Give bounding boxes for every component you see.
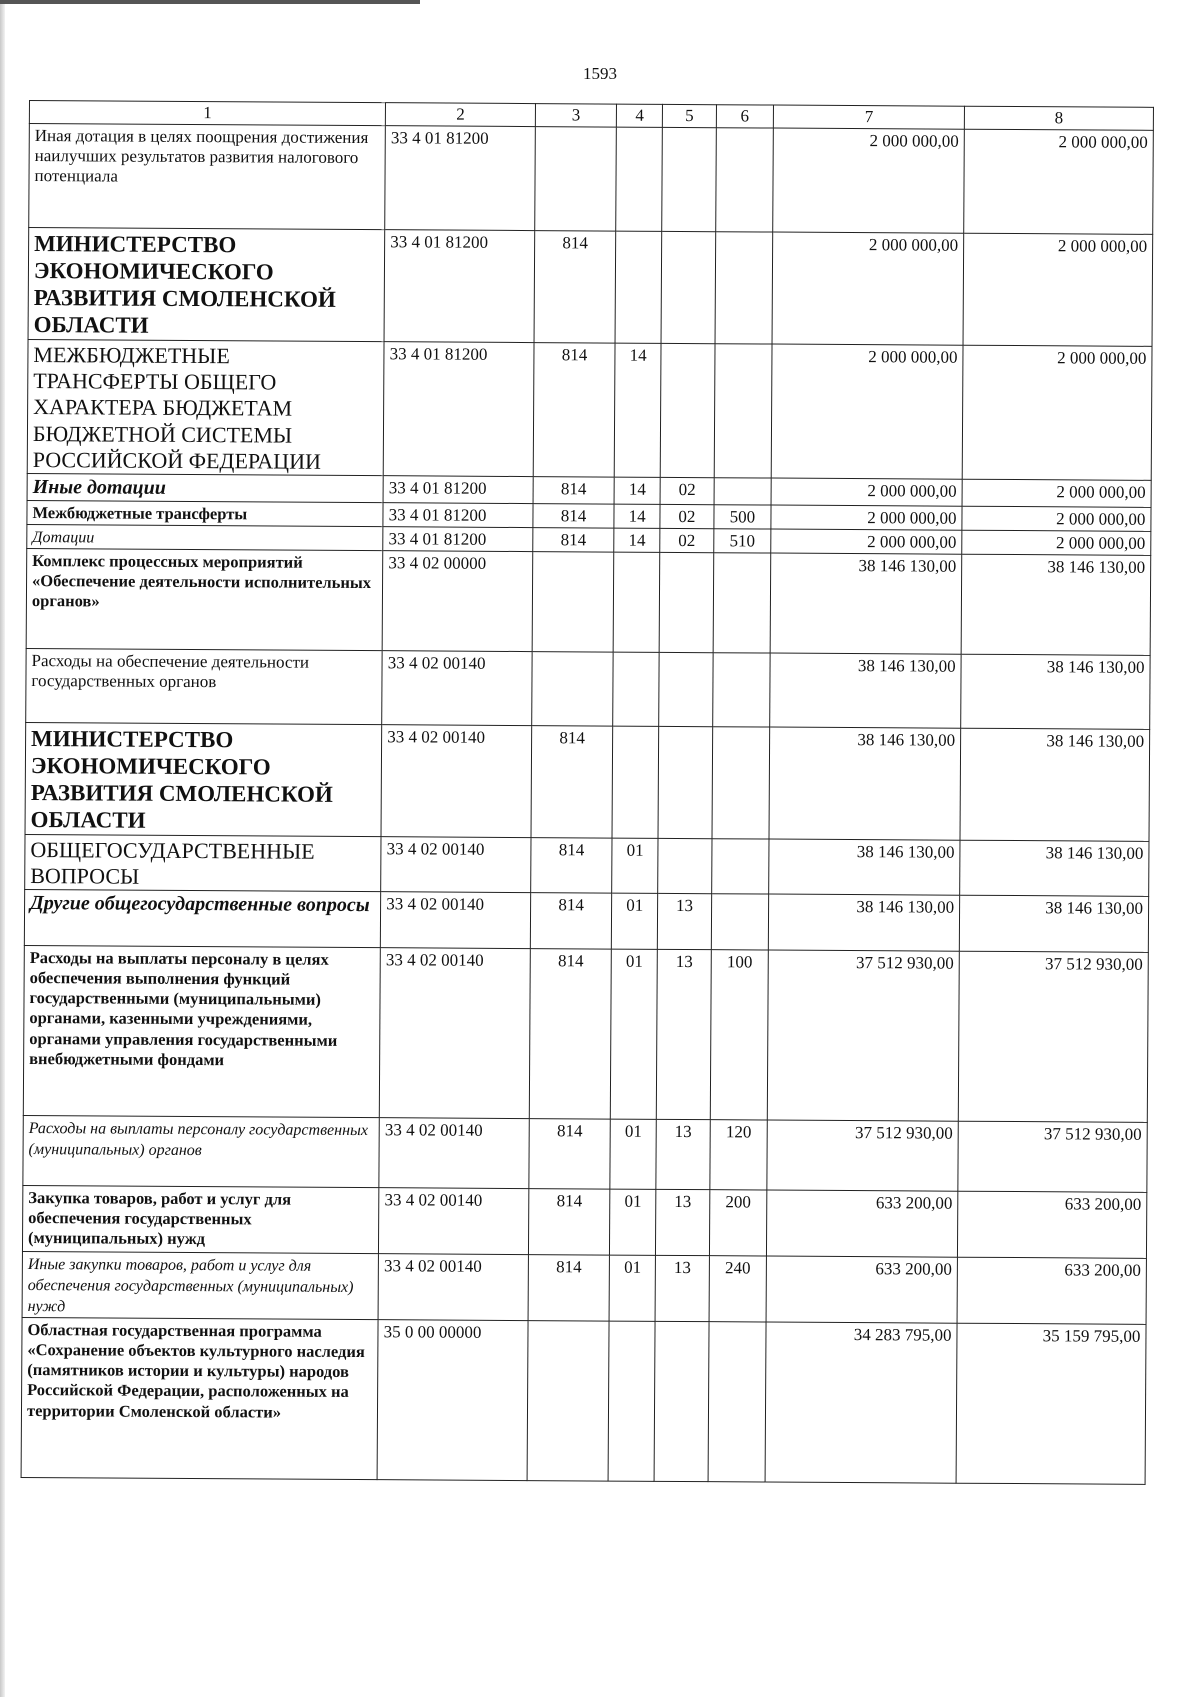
target-article-code: 33 4 01 81200 xyxy=(383,527,533,552)
ministry-code: 814 xyxy=(533,504,614,528)
amount-year-1: 37 512 930,00 xyxy=(767,950,959,1121)
section-code: 14 xyxy=(614,528,660,552)
subsection-code xyxy=(662,127,716,231)
amount-year-2: 37 512 930,00 xyxy=(958,1122,1147,1193)
expense-type-code xyxy=(711,894,769,950)
target-article-code: 33 4 02 00140 xyxy=(379,1188,529,1255)
amount-year-1: 38 146 130,00 xyxy=(768,894,959,951)
budget-table xyxy=(21,100,1154,1485)
column-header: 6 xyxy=(716,105,774,128)
column-header: 8 xyxy=(964,106,1153,130)
row-name xyxy=(27,474,383,503)
ministry-code xyxy=(527,1321,609,1481)
amount-year-1: 38 146 130,00 xyxy=(770,653,961,728)
row-name xyxy=(29,124,386,230)
subsection-code xyxy=(659,552,713,652)
column-header: 2 xyxy=(386,103,536,127)
target-article-code: 35 0 00 00000 xyxy=(377,1320,528,1481)
row-name xyxy=(25,723,382,837)
target-article-code: 33 4 02 00000 xyxy=(382,551,532,652)
subsection-code xyxy=(659,652,713,726)
row-name-text: Комплекс процессных мероприятий «Обеспечение деятельности исполнительных органов» xyxy=(31,551,372,611)
expense-type-code xyxy=(715,128,773,232)
subsection-code: 02 xyxy=(660,504,714,528)
column-header: 1 xyxy=(29,101,385,126)
row-name xyxy=(27,501,383,527)
row-name-text: Закупка товаров, работ и услуг для обеспечения государственных (муниципальных) нужд xyxy=(27,1188,292,1249)
expense-type-code: 500 xyxy=(714,505,772,529)
column-header: 4 xyxy=(616,104,662,127)
page-number: 1593 xyxy=(583,64,617,83)
section-code xyxy=(615,231,662,343)
target-article-code: 33 4 02 00140 xyxy=(379,948,530,1119)
row-name-text: МИНИСТЕРСТВО ЭКОНОМИЧЕСКОГО РАЗВИТИЯ СМОЛЕНСКОЙ ОБЛАСТИ xyxy=(33,231,336,339)
row-name xyxy=(26,549,383,651)
section-code: 01 xyxy=(611,893,658,949)
row-name-text: Расходы на выплаты персоналу государственных (муниципальных) органов xyxy=(28,1120,369,1160)
target-article-code: 33 4 02 00140 xyxy=(381,892,531,949)
row-name-text: Межбюджетные трансферты xyxy=(32,503,248,524)
subsection-code: 13 xyxy=(657,950,711,1120)
expense-type-code xyxy=(708,1322,766,1482)
row-name xyxy=(27,525,383,551)
amount-year-1: 2 000 000,00 xyxy=(771,478,962,506)
subsection-code: 13 xyxy=(658,894,712,950)
target-article-code: 33 4 02 00140 xyxy=(381,836,531,893)
amount-year-2: 2 000 000,00 xyxy=(962,530,1151,555)
column-header: 7 xyxy=(773,105,964,129)
target-article-code: 33 4 01 81200 xyxy=(383,476,533,504)
column-header: 5 xyxy=(663,104,717,127)
table-row xyxy=(23,1116,1147,1193)
amount-year-2: 38 146 130,00 xyxy=(959,896,1148,953)
amount-year-1: 2 000 000,00 xyxy=(773,128,965,233)
target-article-code: 33 4 01 81200 xyxy=(385,126,535,231)
table-row xyxy=(24,890,1148,953)
scan-left-edge xyxy=(0,0,5,1697)
amount-year-1: 2 000 000,00 xyxy=(771,529,962,554)
subsection-code xyxy=(654,1322,708,1482)
expense-type-code: 100 xyxy=(710,950,769,1120)
subsection-code: 13 xyxy=(656,1120,710,1190)
row-name-text: Расходы на выплаты персоналу в целях обеспечения выполнения функций государственными (муниципальными) органами, казенными учреждениями, органами управления государственными внебюджетными фондами xyxy=(29,948,338,1069)
expense-type-code: 510 xyxy=(713,529,771,553)
table-row xyxy=(26,649,1150,730)
row-name xyxy=(24,890,381,948)
subsection-code: 13 xyxy=(656,1190,710,1256)
amount-year-2: 2 000 000,00 xyxy=(962,506,1151,531)
target-article-code: 33 4 02 00140 xyxy=(378,1254,528,1321)
target-article-code: 33 4 01 81200 xyxy=(383,341,534,477)
amount-year-1: 37 512 930,00 xyxy=(767,1120,958,1191)
subsection-code: 02 xyxy=(660,478,714,505)
target-article-code: 33 4 02 00140 xyxy=(379,1118,529,1189)
table-row xyxy=(21,1318,1146,1485)
section-code: 14 xyxy=(614,343,661,478)
expense-type-code xyxy=(711,838,769,894)
ministry-code xyxy=(532,552,614,652)
subsection-code xyxy=(658,838,712,894)
section-code: 01 xyxy=(612,838,659,894)
row-name-text: ОБЩЕГОСУДАРСТВЕННЫЕ ВОПРОСЫ xyxy=(30,836,315,889)
section-code: 14 xyxy=(614,504,660,528)
section-code xyxy=(613,652,660,726)
expense-type-code: 240 xyxy=(709,1256,767,1322)
row-name xyxy=(25,834,382,892)
table-row xyxy=(25,834,1149,897)
expense-type-code: 200 xyxy=(709,1190,767,1256)
section-code xyxy=(612,726,659,838)
row-name xyxy=(26,649,383,725)
amount-year-1: 633 200,00 xyxy=(767,1190,958,1257)
row-name xyxy=(21,1318,378,1480)
expense-type-code xyxy=(712,727,770,839)
expense-type-code xyxy=(714,478,772,505)
ministry-code: 814 xyxy=(533,342,615,477)
expense-type-code xyxy=(714,343,772,478)
subsection-code: 13 xyxy=(655,1256,709,1322)
row-name-text: Иные закупки товаров, работ и услуг для обеспечения государственных (муниципальных) нужд xyxy=(27,1256,354,1316)
expense-type-code xyxy=(713,553,771,653)
table-row xyxy=(22,1252,1146,1325)
section-code: 14 xyxy=(614,478,660,505)
amount-year-1: 633 200,00 xyxy=(766,1256,957,1323)
row-name xyxy=(27,339,384,476)
amount-year-2: 633 200,00 xyxy=(957,1258,1146,1325)
ministry-code: 814 xyxy=(529,1189,610,1255)
ministry-code: 814 xyxy=(533,477,614,504)
target-article-code: 33 4 02 00140 xyxy=(382,651,532,726)
row-name-text: Дотации xyxy=(32,529,95,547)
amount-year-1: 2 000 000,00 xyxy=(771,344,963,480)
amount-year-1: 38 146 130,00 xyxy=(769,727,961,840)
amount-year-1: 2 000 000,00 xyxy=(772,232,964,345)
subsection-code xyxy=(661,343,715,478)
expense-type-code: 120 xyxy=(710,1120,768,1190)
subsection-code xyxy=(658,726,712,838)
table-row xyxy=(25,723,1150,841)
amount-year-1: 38 146 130,00 xyxy=(769,839,960,896)
row-name xyxy=(22,1186,379,1254)
column-header: 3 xyxy=(535,104,616,127)
amount-year-1: 38 146 130,00 xyxy=(770,553,962,654)
section-code: 01 xyxy=(610,1119,657,1189)
expense-type-code xyxy=(715,232,773,344)
ministry-code: 814 xyxy=(529,949,611,1119)
amount-year-1: 2 000 000,00 xyxy=(771,505,962,530)
row-name-text: Другие общегосударственные вопросы xyxy=(30,892,370,917)
target-article-code: 33 4 01 81200 xyxy=(384,230,535,342)
amount-year-2: 38 146 130,00 xyxy=(961,654,1150,729)
target-article-code: 33 4 01 81200 xyxy=(383,503,533,528)
subsection-code xyxy=(661,231,715,343)
section-code: 01 xyxy=(609,1255,656,1321)
row-name xyxy=(23,946,380,1118)
ministry-code: 814 xyxy=(530,893,611,949)
amount-year-2: 2 000 000,00 xyxy=(963,233,1153,346)
amount-year-2: 633 200,00 xyxy=(958,1192,1147,1259)
expense-type-code xyxy=(712,653,770,727)
table-row xyxy=(27,339,1152,481)
ministry-code xyxy=(535,127,617,231)
table-row xyxy=(29,124,1154,235)
section-code: 01 xyxy=(610,949,657,1119)
amount-year-2: 2 000 000,00 xyxy=(962,345,1152,481)
scan-top-strip xyxy=(0,0,420,4)
amount-year-2: 35 159 795,00 xyxy=(956,1324,1146,1485)
ministry-code: 814 xyxy=(528,1255,609,1321)
section-code xyxy=(608,1321,655,1481)
table-row xyxy=(22,1186,1146,1259)
row-name xyxy=(28,228,385,342)
row-name xyxy=(22,1252,379,1320)
ministry-code: 814 xyxy=(531,726,613,838)
ministry-code: 814 xyxy=(534,231,616,343)
amount-year-2: 2 000 000,00 xyxy=(962,480,1151,508)
subsection-code: 02 xyxy=(660,528,714,552)
ministry-code xyxy=(532,652,614,726)
row-name-text: МЕЖБЮДЖЕТНЫЕ ТРАНСФЕРТЫ ОБЩЕГО ХАРАКТЕРА БЮДЖЕТАМ БЮДЖЕТНОЙ СИСТЕМЫ РОССИЙСКОЙ ФЕДЕРАЦИИ xyxy=(32,341,321,474)
section-code: 01 xyxy=(610,1189,657,1255)
amount-year-2: 38 146 130,00 xyxy=(960,840,1149,897)
amount-year-1: 34 283 795,00 xyxy=(765,1322,957,1483)
row-name-text: Иные дотации xyxy=(32,476,166,500)
amount-year-2: 38 146 130,00 xyxy=(961,554,1151,655)
row-name-text: МИНИСТЕРСТВО ЭКОНОМИЧЕСКОГО РАЗВИТИЯ СМОЛЕНСКОЙ ОБЛАСТИ xyxy=(30,726,333,834)
row-name-text: Расходы на обеспечение деятельности государственных органов xyxy=(31,651,310,692)
amount-year-2: 2 000 000,00 xyxy=(964,129,1154,234)
row-name-text: Областная государственная программа «Сохранение объектов культурного наследия (памятников истории и культуры) народов Российской Федерации, расположенных на территории Смоленской области» xyxy=(26,1320,365,1422)
row-name xyxy=(23,1116,380,1188)
amount-year-2: 37 512 930,00 xyxy=(958,952,1148,1123)
table-body xyxy=(21,124,1153,1485)
ministry-code: 814 xyxy=(531,837,612,893)
amount-year-2: 38 146 130,00 xyxy=(960,728,1150,841)
section-code xyxy=(616,127,663,231)
ministry-code: 814 xyxy=(533,528,614,552)
row-name-text: Иная дотация в целях поощрения достижения наилучших результатов развития налогового потенциала xyxy=(34,126,369,186)
table-row xyxy=(23,946,1148,1123)
table-row xyxy=(28,228,1153,346)
table-row xyxy=(26,549,1151,656)
target-article-code: 33 4 02 00140 xyxy=(381,725,532,837)
ministry-code: 814 xyxy=(529,1119,611,1189)
section-code xyxy=(613,552,660,652)
